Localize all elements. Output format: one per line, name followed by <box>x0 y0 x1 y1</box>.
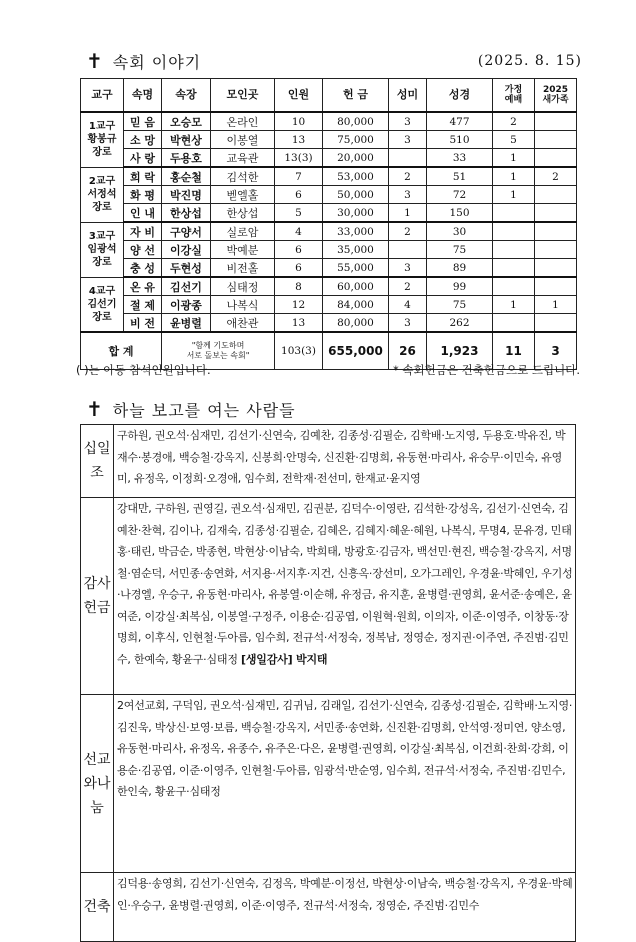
table-cell: 1 <box>493 149 535 168</box>
total-newcomers: 3 <box>535 332 577 370</box>
table-cell: 2 <box>535 167 577 186</box>
table-cell: 벧엘홀 <box>211 186 275 204</box>
table-cell: 7 <box>275 167 323 186</box>
table-cell: 인 내 <box>124 204 162 223</box>
column-header: 속장 <box>162 79 211 113</box>
table-cell: 13 <box>275 314 323 333</box>
table-cell: 사 랑 <box>124 149 162 168</box>
donor-names: 강대만, 구하원, 권영길, 권오석·심재민, 김권분, 김덕수·이영란, 김석한·강성옥, 김선기·신연숙, 김예찬·찬혁, 김이나, 김재숙, 김종성·김필순, 김혜은, 김혜지·혜운·혜원, 나복식, 무명4, 문유경, 민태홍·태린, 박금순, 박종현, 박현상·이남숙, 박희태, 방광호·김금자, 백선민·현진, 백승철·강옥지, 서명철·염순덕, 서민종·송연화, 서지용·서지후·지건, 신흥옥·장선미, 오가그레인, 우경윤·박혜인, 우기성·나경엘, 우승구, 유동현·마리사, 유봉열·이순해, 유정금, 유지훈, 윤병렬·권영희, 윤서준·송예은, 윤여준, 이강실·최복심, 이봉열·구정주, 이용순·김공엽, 이원혁·원희, 이의자, 이준·이영주, 이창동·장명희, 이후식, 인현철·두아름, 임수희, 전규석·서정숙, 정복남, 정영순, 정지권·이주연, 주진범·김민수, 한예숙, 황윤구·심태정 <box>117 502 573 666</box>
table-cell: 이광종 <box>162 296 211 314</box>
table-cell: 262 <box>427 314 493 333</box>
table-row <box>81 204 577 223</box>
table-cell: 박진명 <box>162 186 211 204</box>
table-cell: 온 유 <box>124 277 162 296</box>
table-cell: 비전홀 <box>211 259 275 278</box>
column-header: 교구 <box>81 79 124 113</box>
table-cell: 80,000 <box>323 112 389 131</box>
column-header: 모인곳 <box>211 79 275 113</box>
table-cell: 510 <box>427 131 493 149</box>
donation-row <box>81 425 576 498</box>
table-cell: 홍순철 <box>162 167 211 186</box>
table-cell: 절 제 <box>124 296 162 314</box>
table-cell <box>535 204 577 223</box>
cross-icon: ✝ <box>86 397 103 421</box>
table-cell: 두현성 <box>162 259 211 278</box>
district-cell: 1교구 황봉규 장로 <box>81 112 124 167</box>
table-cell <box>389 241 427 259</box>
table-cell <box>535 131 577 149</box>
table-cell: 박현상 <box>162 131 211 149</box>
total-label: 합 계 <box>81 332 162 370</box>
table-cell: 희 락 <box>124 167 162 186</box>
column-header: 성경 <box>427 79 493 113</box>
table-row <box>81 277 577 296</box>
table-row <box>81 241 577 259</box>
donor-names: 2여선교회, 구덕임, 권오석·심재민, 김귀님, 김래일, 김선기·신연숙, 김종성·김필순, 김학배·노지영·김진욱, 박상신·보영·보름, 백승철·강옥지, 서민종·송연화, 신진환·김명희, 안석영·정미연, 양소영, 유동현·마리사, 유정옥, 유종수, 유주은·다은, 윤병렬·권영희, 이강실·최복심, 이건희·찬희·강희, 이용순·김공엽, 이준·이영주, 인현철·두아름, 임광석·반순영, 임수희, 전규석·서정숙, 주진범·김민수, 한인숙, 황윤구·심태정 <box>117 699 573 798</box>
table-cell: 150 <box>427 204 493 223</box>
table-cell: 충 성 <box>124 259 162 278</box>
table-cell: 이강실 <box>162 241 211 259</box>
child-attendance-note: ( )는 아동 참석인원입니다. <box>76 363 211 377</box>
table-cell <box>493 222 535 241</box>
table-cell: 51 <box>427 167 493 186</box>
table-cell: 35,000 <box>323 241 389 259</box>
table-cell: 72 <box>427 186 493 204</box>
table-cell: 3 <box>389 186 427 204</box>
table-cell: 5 <box>493 131 535 149</box>
table-row <box>81 222 577 241</box>
donor-list <box>114 873 576 942</box>
district-cell: 3교구 임광석 장로 <box>81 222 124 277</box>
report-date: (2025. 8. 15) <box>477 53 582 69</box>
table-cell: 75 <box>427 296 493 314</box>
column-header: 가정 예배 <box>493 79 535 113</box>
cell-meeting-table <box>80 78 577 370</box>
table-cell: 김선기 <box>162 277 211 296</box>
table-cell: 33,000 <box>323 222 389 241</box>
table-cell: 30 <box>427 222 493 241</box>
table-cell <box>535 314 577 333</box>
table-row <box>81 131 577 149</box>
table-cell: 75,000 <box>323 131 389 149</box>
table-cell: 3 <box>389 314 427 333</box>
table-cell: 12 <box>275 296 323 314</box>
total-offering: 655,000 <box>323 332 389 370</box>
table-cell: 오승모 <box>162 112 211 131</box>
table-cell <box>493 277 535 296</box>
table-cell: 한상섭 <box>162 204 211 223</box>
table-cell: 1 <box>535 296 577 314</box>
donation-row <box>81 498 576 695</box>
donor-list <box>114 425 576 498</box>
table-cell: 나복식 <box>211 296 275 314</box>
table-cell: 60,000 <box>323 277 389 296</box>
table-cell: 비 전 <box>124 314 162 333</box>
table-cell: 화 평 <box>124 186 162 204</box>
table-cell <box>535 149 577 168</box>
donation-category: 건축 <box>81 873 114 942</box>
table-cell: 6 <box>275 241 323 259</box>
table-cell: 13(3) <box>275 149 323 168</box>
table-row <box>81 296 577 314</box>
offering-note: * 속회헌금은 건축헌금으로 드립니다. <box>392 363 580 377</box>
column-header: 2025 새가족 <box>535 79 577 113</box>
table-cell: 8 <box>275 277 323 296</box>
table-cell: 2 <box>493 112 535 131</box>
column-header: 헌 금 <box>323 79 389 113</box>
table-cell: 89 <box>427 259 493 278</box>
total-rice: 26 <box>389 332 427 370</box>
table-cell <box>493 314 535 333</box>
donor-list <box>114 498 576 695</box>
table-row <box>81 167 577 186</box>
table-cell: 84,000 <box>323 296 389 314</box>
table-cell <box>535 222 577 241</box>
table-row <box>81 149 577 168</box>
table-cell: 4 <box>389 296 427 314</box>
birthday-thanks-note: [생일감사] 박지태 <box>241 652 328 666</box>
column-header: 속명 <box>124 79 162 113</box>
table-row <box>81 112 577 131</box>
donor-list <box>114 695 576 873</box>
total-people: 103(3) <box>275 332 323 370</box>
table-cell: 2 <box>389 222 427 241</box>
table-cell: 1 <box>493 167 535 186</box>
donation-row <box>81 873 576 942</box>
table-cell: 2 <box>389 167 427 186</box>
table-cell: 99 <box>427 277 493 296</box>
table-cell <box>493 241 535 259</box>
table-cell: 55,000 <box>323 259 389 278</box>
table-cell: 6 <box>275 259 323 278</box>
table-cell: 구양서 <box>162 222 211 241</box>
donation-table <box>80 424 576 942</box>
table-cell: 윤병렬 <box>162 314 211 333</box>
table-cell: 1 <box>493 296 535 314</box>
column-header: 성미 <box>389 79 427 113</box>
table-cell: 33 <box>427 149 493 168</box>
table-cell <box>493 259 535 278</box>
table-cell: 양 선 <box>124 241 162 259</box>
table-cell: 10 <box>275 112 323 131</box>
section-title: 하늘 보고를 여는 사람들 <box>112 400 296 420</box>
section-header-meetings <box>86 48 582 74</box>
table-cell: 심태정 <box>211 277 275 296</box>
table-row <box>81 314 577 333</box>
table-cell: 온라인 <box>211 112 275 131</box>
donation-row <box>81 695 576 873</box>
total-bible: 1,923 <box>427 332 493 370</box>
district-cell: 2교구 서정석 장로 <box>81 167 124 222</box>
district-cell: 4교구 김선기 장로 <box>81 277 124 332</box>
table-row <box>81 186 577 204</box>
table-cell: 소 망 <box>124 131 162 149</box>
table-cell: 3 <box>389 112 427 131</box>
donor-names: 김덕용·송영희, 김선기·신연숙, 김정옥, 박예분·이정선, 박현상·이남숙, 백승철·강옥지, 우경윤·박혜인·우승구, 윤병렬·권영희, 이준·이영주, 전규석·서정숙, 정영순, 주진범·김민수 <box>117 877 573 912</box>
table-cell: 자 비 <box>124 222 162 241</box>
table-cell: 한상섭 <box>211 204 275 223</box>
table-cell: 75 <box>427 241 493 259</box>
table-cell: 두용호 <box>162 149 211 168</box>
table-cell <box>535 241 577 259</box>
table-cell: 박예분 <box>211 241 275 259</box>
table-cell: 53,000 <box>323 167 389 186</box>
table-row <box>81 259 577 278</box>
table-cell <box>535 112 577 131</box>
table-cell <box>493 204 535 223</box>
section-title: 속회 이야기 <box>112 52 202 72</box>
table-cell: 믿 음 <box>124 112 162 131</box>
donation-category: 십일조 <box>81 425 114 498</box>
table-cell: 김석한 <box>211 167 275 186</box>
table-cell <box>389 149 427 168</box>
donation-category: 감사헌금 <box>81 498 114 695</box>
table-cell: 3 <box>389 131 427 149</box>
table-cell: 50,000 <box>323 186 389 204</box>
table-cell: 80,000 <box>323 314 389 333</box>
table-cell: 5 <box>275 204 323 223</box>
cross-icon: ✝ <box>86 49 103 73</box>
table-notes <box>76 362 580 378</box>
table-cell: 2 <box>389 277 427 296</box>
table-cell: 교육관 <box>211 149 275 168</box>
table-cell: 1 <box>493 186 535 204</box>
table-cell <box>535 186 577 204</box>
table-cell: 실로암 <box>211 222 275 241</box>
table-cell <box>535 259 577 278</box>
column-header: 인원 <box>275 79 323 113</box>
table-cell: 477 <box>427 112 493 131</box>
motto-text: "함께 기도하며 서로 돌보는 속회" <box>162 332 275 370</box>
section-header-donors <box>86 396 582 422</box>
table-cell: 30,000 <box>323 204 389 223</box>
donation-category: 선교와나눔 <box>81 695 114 873</box>
donor-names: 구하원, 권오석·심재민, 김선기·신연숙, 김예찬, 김종성·김필순, 김학배·노지영, 두용호·박유진, 박재수·봉경애, 백승철·강옥지, 신봉희·안명숙, 신진환·김명희, 유동현·마리사, 유승무·이민숙, 유영미, 유정옥, 이정희·오경애, 임수희, 전학재·전선미, 한재교·윤지영 <box>117 429 566 485</box>
table-cell: 1 <box>389 204 427 223</box>
table-cell: 6 <box>275 186 323 204</box>
total-worship: 11 <box>493 332 535 370</box>
table-cell: 이봉열 <box>211 131 275 149</box>
table-cell: 20,000 <box>323 149 389 168</box>
table-cell: 애찬관 <box>211 314 275 333</box>
table-cell: 4 <box>275 222 323 241</box>
table-cell: 13 <box>275 131 323 149</box>
table-cell: 3 <box>389 259 427 278</box>
table-cell <box>535 277 577 296</box>
